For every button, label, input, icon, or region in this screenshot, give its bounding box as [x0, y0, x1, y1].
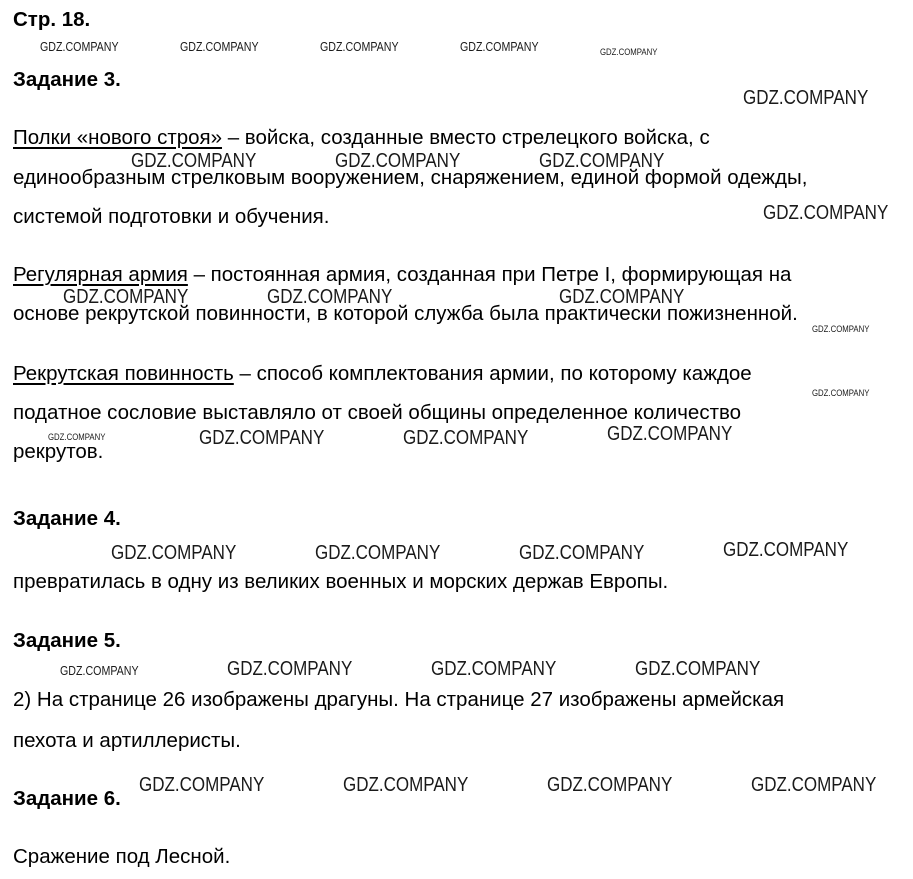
- watermark: GDZ.COMPANY: [751, 774, 877, 796]
- watermark: GDZ.COMPANY: [315, 542, 441, 564]
- watermark: GDZ.COMPANY: [40, 39, 119, 54]
- term-new-order-regiments: Полки «нового строя»: [13, 126, 223, 149]
- watermark: GDZ.COMPANY: [812, 388, 870, 399]
- task-4-answer: превратилась в одну из великих военных и морских держав Европы.: [13, 570, 669, 593]
- watermark: GDZ.COMPANY: [111, 542, 237, 564]
- watermark: GDZ.COMPANY: [139, 774, 265, 796]
- watermark: GDZ.COMPANY: [335, 150, 461, 172]
- watermark: GDZ.COMPANY: [812, 324, 870, 335]
- watermark: GDZ.COMPANY: [600, 47, 658, 58]
- watermark: GDZ.COMPANY: [48, 432, 106, 443]
- task-6-heading: Задание 6.: [13, 787, 121, 810]
- term-regular-army: Регулярная армия: [13, 263, 188, 286]
- task-3-heading: Задание 3.: [13, 68, 121, 91]
- watermark: GDZ.COMPANY: [227, 658, 353, 680]
- definition-line: податное сословие выставляло от своей общины определенное количество: [13, 401, 742, 424]
- definition-line: [13, 126, 710, 150]
- task-6-answer: Сражение под Лесной.: [13, 845, 231, 868]
- definition-line: рекрутов.: [13, 440, 104, 463]
- watermark: GDZ.COMPANY: [403, 427, 529, 449]
- definition-text: – войска, созданные вместо стрелецкого войска, с: [222, 126, 710, 149]
- watermark: GDZ.COMPANY: [60, 663, 139, 678]
- watermark: GDZ.COMPANY: [519, 542, 645, 564]
- definition-line: основе рекрутской повинности, в которой служба была практически пожизненной.: [13, 302, 798, 325]
- definition-line: [13, 362, 752, 386]
- term-recruit-duty: Рекрутская повинность: [13, 362, 234, 385]
- definition-text: – способ комплектования армии, по которому каждое: [233, 362, 752, 385]
- definition-text: – постоянная армия, созданная при Петре I, формирующая на: [187, 263, 792, 286]
- task-4-heading: Задание 4.: [13, 507, 121, 530]
- definition-line: [13, 263, 791, 287]
- watermark: GDZ.COMPANY: [743, 87, 869, 109]
- watermark: GDZ.COMPANY: [131, 150, 257, 172]
- watermark: GDZ.COMPANY: [460, 39, 539, 54]
- definition-line: единообразным стрелковым вооружением, снаряжением, единой формой одежды,: [13, 166, 808, 189]
- definition-line: системой подготовки и обучения.: [13, 205, 330, 228]
- watermark: GDZ.COMPANY: [763, 202, 889, 224]
- watermark: GDZ.COMPANY: [547, 774, 673, 796]
- watermark: GDZ.COMPANY: [63, 286, 189, 308]
- watermark: GDZ.COMPANY: [559, 286, 685, 308]
- page-header: Стр. 18.: [13, 8, 91, 31]
- watermark: GDZ.COMPANY: [343, 774, 469, 796]
- task-5-answer: 2) На странице 26 изображены драгуны. На странице 27 изображены армейская: [13, 688, 785, 711]
- watermark: GDZ.COMPANY: [199, 427, 325, 449]
- watermark: GDZ.COMPANY: [320, 39, 399, 54]
- watermark: GDZ.COMPANY: [539, 150, 665, 172]
- task-5-answer: пехота и артиллеристы.: [13, 729, 241, 752]
- watermark: GDZ.COMPANY: [267, 286, 393, 308]
- watermark: GDZ.COMPANY: [635, 658, 761, 680]
- watermark: GDZ.COMPANY: [607, 423, 733, 445]
- task-5-heading: Задание 5.: [13, 629, 121, 652]
- watermark: GDZ.COMPANY: [431, 658, 557, 680]
- watermark: GDZ.COMPANY: [180, 39, 259, 54]
- watermark: GDZ.COMPANY: [723, 539, 849, 561]
